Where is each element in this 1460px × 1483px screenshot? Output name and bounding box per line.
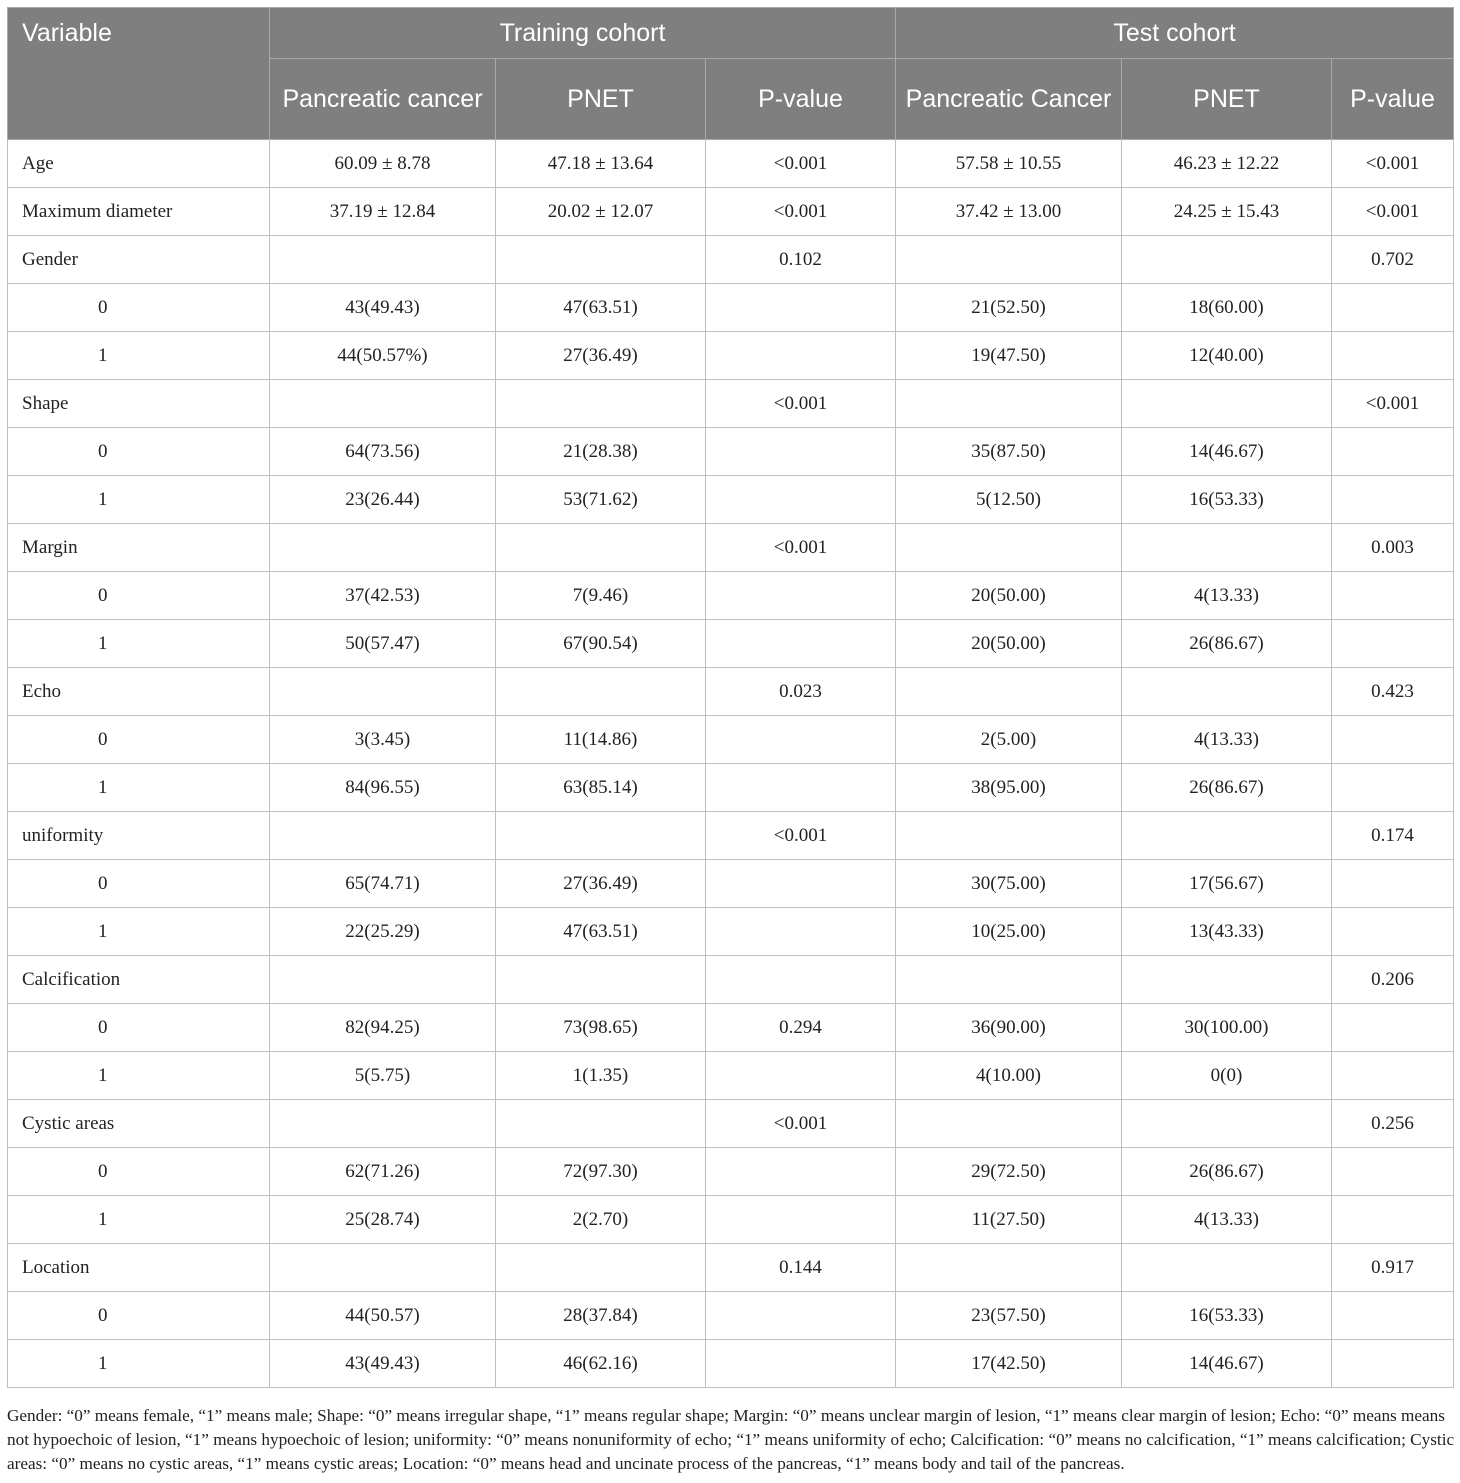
- table-cell: 27(36.49): [496, 332, 706, 380]
- table-cell: [1332, 284, 1454, 332]
- row-label: 1: [8, 1340, 270, 1388]
- table-cell: [896, 524, 1122, 572]
- table-cell: 47(63.51): [496, 284, 706, 332]
- row-label: Maximum diameter: [8, 188, 270, 236]
- table-cell: [706, 956, 896, 1004]
- table-cell: 60.09 ± 8.78: [270, 140, 496, 188]
- table-cell: 23(26.44): [270, 476, 496, 524]
- table-cell: 53(71.62): [496, 476, 706, 524]
- table-cell: [1122, 380, 1332, 428]
- table-cell: [1122, 236, 1332, 284]
- table-cell: [896, 1244, 1122, 1292]
- table-cell: [270, 380, 496, 428]
- table-cell: [270, 524, 496, 572]
- table-cell: 0.423: [1332, 668, 1454, 716]
- table-row: [8, 764, 1454, 812]
- table-row: [8, 332, 1454, 380]
- table-row: [8, 620, 1454, 668]
- table-cell: 4(13.33): [1122, 716, 1332, 764]
- table-cell: [896, 380, 1122, 428]
- table-cell: [896, 956, 1122, 1004]
- table-cell: [270, 236, 496, 284]
- table-cell: 46.23 ± 12.22: [1122, 140, 1332, 188]
- table-cell: 47(63.51): [496, 908, 706, 956]
- table-cell: [1332, 332, 1454, 380]
- row-label: 0: [8, 1148, 270, 1196]
- row-label: 0: [8, 572, 270, 620]
- table-cell: <0.001: [706, 380, 896, 428]
- row-label: Echo: [8, 668, 270, 716]
- row-label: 1: [8, 476, 270, 524]
- table-cell: 43(49.43): [270, 284, 496, 332]
- table-header: [8, 8, 1454, 140]
- table-cell: [496, 812, 706, 860]
- table-cell: 0.917: [1332, 1244, 1454, 1292]
- row-label: 1: [8, 1052, 270, 1100]
- table-row: [8, 908, 1454, 956]
- table-cell: [1332, 572, 1454, 620]
- table-row: [8, 284, 1454, 332]
- table-cell: 44(50.57): [270, 1292, 496, 1340]
- table-cell: [706, 908, 896, 956]
- table-cell: [1122, 668, 1332, 716]
- row-label: Margin: [8, 524, 270, 572]
- table-cell: [1332, 620, 1454, 668]
- table-cell: [270, 1100, 496, 1148]
- table-row: [8, 1196, 1454, 1244]
- table-cell: [270, 956, 496, 1004]
- row-label: Gender: [8, 236, 270, 284]
- table-cell: [1332, 764, 1454, 812]
- table-cell: 11(14.86): [496, 716, 706, 764]
- table-cell: [896, 812, 1122, 860]
- table-row: [8, 1244, 1454, 1292]
- table-cell: 30(100.00): [1122, 1004, 1332, 1052]
- row-label: 0: [8, 1004, 270, 1052]
- table-cell: 82(94.25): [270, 1004, 496, 1052]
- table-row: [8, 236, 1454, 284]
- table-cell: 36(90.00): [896, 1004, 1122, 1052]
- table-cell: 5(12.50): [896, 476, 1122, 524]
- table-cell: 4(13.33): [1122, 572, 1332, 620]
- table-cell: 12(40.00): [1122, 332, 1332, 380]
- table-cell: 22(25.29): [270, 908, 496, 956]
- table-cell: [1122, 524, 1332, 572]
- row-label: Location: [8, 1244, 270, 1292]
- table-cell: <0.001: [1332, 188, 1454, 236]
- header-training-p-value: P-value: [706, 59, 896, 140]
- table-cell: 16(53.33): [1122, 1292, 1332, 1340]
- table-cell: 20(50.00): [896, 572, 1122, 620]
- table-cell: [896, 668, 1122, 716]
- table-cell: 24.25 ± 15.43: [1122, 188, 1332, 236]
- table-cell: 14(46.67): [1122, 428, 1332, 476]
- table-cell: [706, 620, 896, 668]
- table-cell: 65(74.71): [270, 860, 496, 908]
- table-row: [8, 860, 1454, 908]
- table-cell: <0.001: [706, 140, 896, 188]
- header-training-pancreatic-cancer: Pancreatic cancer: [270, 59, 496, 140]
- header-training-cohort: Training cohort: [270, 8, 896, 59]
- row-label: 0: [8, 284, 270, 332]
- table-cell: 0.174: [1332, 812, 1454, 860]
- table-cell: 0.256: [1332, 1100, 1454, 1148]
- table-cell: [706, 572, 896, 620]
- table-cell: [496, 956, 706, 1004]
- table-cell: [496, 668, 706, 716]
- table-row: [8, 524, 1454, 572]
- table-cell: 23(57.50): [896, 1292, 1122, 1340]
- row-label: 1: [8, 764, 270, 812]
- table-cell: 30(75.00): [896, 860, 1122, 908]
- table-cell: 3(3.45): [270, 716, 496, 764]
- table-cell: 0.206: [1332, 956, 1454, 1004]
- table-cell: 0.023: [706, 668, 896, 716]
- header-test-pancreatic-cancer: Pancreatic Cancer: [896, 59, 1122, 140]
- table-cell: [706, 1196, 896, 1244]
- table-cell: 1(1.35): [496, 1052, 706, 1100]
- table-cell: 35(87.50): [896, 428, 1122, 476]
- table-cell: [706, 860, 896, 908]
- row-label: 1: [8, 332, 270, 380]
- table-cell: 43(49.43): [270, 1340, 496, 1388]
- table-cell: [896, 1100, 1122, 1148]
- table-row: [8, 188, 1454, 236]
- row-label: 1: [8, 620, 270, 668]
- table-cell: 4(10.00): [896, 1052, 1122, 1100]
- table-cell: [1332, 716, 1454, 764]
- table-cell: [706, 1148, 896, 1196]
- table-cell: 2(5.00): [896, 716, 1122, 764]
- table-cell: [1332, 1004, 1454, 1052]
- header-test-pnet: PNET: [1122, 59, 1332, 140]
- table-cell: 13(43.33): [1122, 908, 1332, 956]
- table-cell: 0(0): [1122, 1052, 1332, 1100]
- table-body: [8, 140, 1454, 1388]
- table-cell: [706, 428, 896, 476]
- table-row: [8, 428, 1454, 476]
- table-cell: [1332, 1340, 1454, 1388]
- table-cell: <0.001: [706, 812, 896, 860]
- table-cell: 18(60.00): [1122, 284, 1332, 332]
- row-label: 0: [8, 1292, 270, 1340]
- table-cell: 67(90.54): [496, 620, 706, 668]
- table-cell: [706, 332, 896, 380]
- table-cell: 27(36.49): [496, 860, 706, 908]
- table-cell: [496, 236, 706, 284]
- table-cell: 19(47.50): [896, 332, 1122, 380]
- table-cell: 62(71.26): [270, 1148, 496, 1196]
- table-cell: 44(50.57%): [270, 332, 496, 380]
- table-cell: [706, 1052, 896, 1100]
- table-cell: [1122, 1244, 1332, 1292]
- header-training-pnet: PNET: [496, 59, 706, 140]
- table-cell: <0.001: [706, 188, 896, 236]
- table-cell: [496, 1100, 706, 1148]
- table-row: [8, 1004, 1454, 1052]
- table-cell: [496, 524, 706, 572]
- cohort-comparison-table: [7, 7, 1454, 1388]
- table-cell: [1332, 476, 1454, 524]
- table-cell: 14(46.67): [1122, 1340, 1332, 1388]
- table-cell: [1332, 1052, 1454, 1100]
- table-cell: [496, 380, 706, 428]
- table-cell: 4(13.33): [1122, 1196, 1332, 1244]
- table-row: [8, 1340, 1454, 1388]
- table-cell: 37.19 ± 12.84: [270, 188, 496, 236]
- table-row: [8, 476, 1454, 524]
- header-test-p-value: P-value: [1332, 59, 1454, 140]
- table-cell: [706, 1292, 896, 1340]
- table-cell: [706, 476, 896, 524]
- table-cell: 84(96.55): [270, 764, 496, 812]
- table-cell: 63(85.14): [496, 764, 706, 812]
- table-cell: 10(25.00): [896, 908, 1122, 956]
- table-cell: 57.58 ± 10.55: [896, 140, 1122, 188]
- table-cell: 20.02 ± 12.07: [496, 188, 706, 236]
- table-cell: [270, 812, 496, 860]
- table-cell: [706, 716, 896, 764]
- table-cell: [896, 236, 1122, 284]
- table-cell: 17(42.50): [896, 1340, 1122, 1388]
- table-cell: [1332, 860, 1454, 908]
- table-row: [8, 716, 1454, 764]
- table-cell: 7(9.46): [496, 572, 706, 620]
- table-cell: 20(50.00): [896, 620, 1122, 668]
- table-cell: 17(56.67): [1122, 860, 1332, 908]
- row-label: Shape: [8, 380, 270, 428]
- table-cell: [1122, 812, 1332, 860]
- table-cell: 0.702: [1332, 236, 1454, 284]
- row-label: Cystic areas: [8, 1100, 270, 1148]
- table-cell: 0.294: [706, 1004, 896, 1052]
- table-cell: 64(73.56): [270, 428, 496, 476]
- table-cell: 21(28.38): [496, 428, 706, 476]
- table-cell: 26(86.67): [1122, 620, 1332, 668]
- table-cell: [1122, 1100, 1332, 1148]
- table-cell: [1332, 428, 1454, 476]
- row-label: 0: [8, 716, 270, 764]
- table-cell: <0.001: [1332, 380, 1454, 428]
- table-row: [8, 668, 1454, 716]
- table-cell: 72(97.30): [496, 1148, 706, 1196]
- table-cell: 29(72.50): [896, 1148, 1122, 1196]
- row-label: Age: [8, 140, 270, 188]
- table-cell: 50(57.47): [270, 620, 496, 668]
- table-cell: [1122, 956, 1332, 1004]
- table-row: [8, 140, 1454, 188]
- table-row: [8, 956, 1454, 1004]
- table-cell: [1332, 1292, 1454, 1340]
- table-row: [8, 1292, 1454, 1340]
- table-cell: 26(86.67): [1122, 1148, 1332, 1196]
- table-cell: 28(37.84): [496, 1292, 706, 1340]
- table-cell: 0.003: [1332, 524, 1454, 572]
- header-test-cohort: Test cohort: [896, 8, 1454, 59]
- row-label: 0: [8, 428, 270, 476]
- table-cell: [1332, 1148, 1454, 1196]
- table-footnote: Gender: “0” means female, “1” means male; Shape: “0” means irregular shape, “1” means regular shape; Margin: “0” means unclear margin of lesion, “1” means clear margin of lesion; Echo: “0” means means not hypoechoic of lesion, “1” means hypoechoic of lesion; uniformity: “0” means nonuniformity of echo; “1” means uniformity of echo; Calcification: “0” means no calcification, “1” means calcification; Cystic areas: “0” means no cystic areas, “1” means cystic areas; Location: “0” means head and uncinate process of the pancreas, “1” means body and tail of the pancreas.: [7, 1406, 1455, 1473]
- table-cell: 26(86.67): [1122, 764, 1332, 812]
- table-cell: 11(27.50): [896, 1196, 1122, 1244]
- table-cell: 21(52.50): [896, 284, 1122, 332]
- table-row: [8, 572, 1454, 620]
- row-label: 0: [8, 860, 270, 908]
- table-cell: 73(98.65): [496, 1004, 706, 1052]
- table-row: [8, 1100, 1454, 1148]
- table-cell: [706, 764, 896, 812]
- row-label: uniformity: [8, 812, 270, 860]
- table-cell: 2(2.70): [496, 1196, 706, 1244]
- table-cell: [270, 1244, 496, 1292]
- table-row: [8, 812, 1454, 860]
- header-variable: Variable: [8, 8, 270, 140]
- table-cell: 47.18 ± 13.64: [496, 140, 706, 188]
- table-cell: 0.102: [706, 236, 896, 284]
- table-row: [8, 380, 1454, 428]
- table-cell: 37.42 ± 13.00: [896, 188, 1122, 236]
- table-cell: 46(62.16): [496, 1340, 706, 1388]
- table-cell: [706, 284, 896, 332]
- table-cell: <0.001: [706, 524, 896, 572]
- table-cell: 37(42.53): [270, 572, 496, 620]
- table-row: [8, 1148, 1454, 1196]
- table-cell: 16(53.33): [1122, 476, 1332, 524]
- table-cell: <0.001: [1332, 140, 1454, 188]
- table-cell: 38(95.00): [896, 764, 1122, 812]
- table-cell: 0.144: [706, 1244, 896, 1292]
- table-cell: [1332, 1196, 1454, 1244]
- table-cell: [496, 1244, 706, 1292]
- table-cell: [1332, 908, 1454, 956]
- row-label: 1: [8, 1196, 270, 1244]
- table-cell: <0.001: [706, 1100, 896, 1148]
- table-row: [8, 1052, 1454, 1100]
- row-label: 1: [8, 908, 270, 956]
- table-cell: 5(5.75): [270, 1052, 496, 1100]
- table-cell: [270, 668, 496, 716]
- row-label: Calcification: [8, 956, 270, 1004]
- table-cell: 25(28.74): [270, 1196, 496, 1244]
- table-cell: [706, 1340, 896, 1388]
